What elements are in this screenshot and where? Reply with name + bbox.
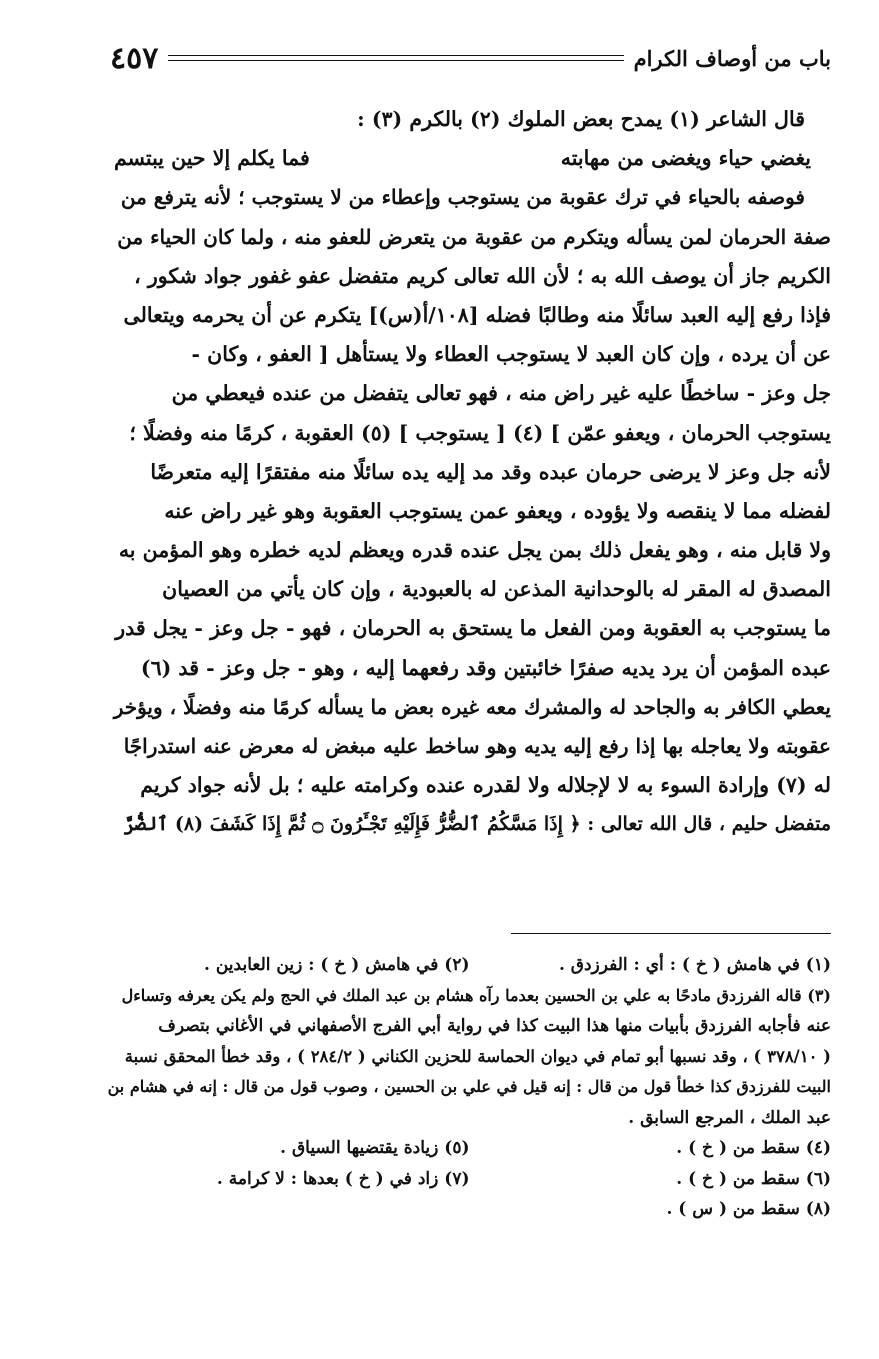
- body-line: لأنه جل وعز لا يرضى حرمان عبده وقد مد إليه يده سائلًا منه مفتقرًا إليه متعرضًا: [150, 459, 831, 484]
- poetry-verse: [108, 139, 831, 178]
- poet-intro-line: قال الشاعر (١) يمدح بعض الملوك (٢) بالكرم (٣) :: [357, 107, 805, 131]
- body-line: يستوجب الحرمان ، ويعفو عمّن ] (٤) [ يستوجب ] (٥) العقوبة ، كرمًا منه وفضلًا ؛: [129, 420, 831, 445]
- main-text: [108, 100, 831, 845]
- footnote-row: [108, 950, 831, 981]
- body-line: يعطي الكافر به والجاحد له والمشرك معه غيره بعض ما يسأله كرمًا منه وفضلًا ، ويؤخر: [113, 694, 831, 719]
- footnotes: [108, 950, 831, 1225]
- body-line: لفضله مما لا ينقصه ولا يؤوده ، ويعفو عمن يستوجب العقوبة وهو غير راض عنه: [164, 498, 831, 523]
- footnote-4: (٤) سقط من ( خ ) .: [676, 1138, 831, 1158]
- footnote-separator: [511, 933, 831, 934]
- footnote-8: (٨) سقط من ( س ) .: [666, 1199, 831, 1219]
- verse-first-hemistich: يغضي حياء ويغضى من مهابته: [560, 146, 811, 171]
- footnote-3-line: ( ٣٧٨/١٠ ) ، وقد نسبها أبو تمام في ديوان الحماسة للحزين الكناني ( ٢٨٤/٢ ) ، وقد خطأ المحقق نسبة: [124, 1046, 831, 1066]
- running-title: باب من أوصاف الكرام: [633, 45, 831, 71]
- footnote-3-line: عبد الملك ، المرجع السابق .: [628, 1107, 831, 1128]
- body-line: له (٧) وإرادة السوء به لا لإجلاله ولا لقدره عنده وكرامته عليه ؛ بل لأنه جواد كريم: [140, 773, 831, 798]
- verse-second-hemistich: فما يكلم إلا حين يبتسم: [114, 146, 310, 171]
- footnote-3-line: (٣) قاله الفرزدق مادحًا به علي بن الحسين بعدما رآه هشام بن عبد الملك في الحج ولم يكن يعرفه وتساءل: [121, 985, 831, 1005]
- body-line: ولا قابل منه ، وهو يفعل ذلك بمن يجل عنده قدره ويعظم لديه خطره وهو المؤمن به: [118, 538, 831, 563]
- body-line: عقوبته ولا يعاجله بها إذا رفع إليه يديه وهو ساخط عليه مبغض له معرض عنه استدراجًا: [123, 734, 831, 758]
- body-line: عن أن يرده ، وإن كان العبد لا يستوجب العطاء ولا يستأهل [ العفو ، وكان -: [191, 342, 831, 367]
- body-line: ما يستوجب به العقوبة ومن الفعل ما يستحق به الحرمان ، فهو - جل وعز - يجل قدر: [115, 616, 831, 641]
- footnote-7: (٧) زاد في ( خ ) بعدها : لا كرامة .: [216, 1168, 470, 1189]
- body-paragraph: [108, 178, 831, 844]
- body-line: جل وعز - ساخطًا عليه غير راض منه ، فهو تعالى يتفضل من عنده فيعطي من: [171, 381, 831, 406]
- body-line: متفضل حليم ، قال الله تعالى : ﴿ إِذَا مَسَّكُمُ ٱلضُّرُّ فَإِلَيْهِ تَجْـَٔرُونَ ۝ ثُمَّ إِذَا كَشَفَ (٨) ٱلضُّرَّ: [123, 813, 831, 836]
- body-line: فإذا رفع إليه العبد سائلًا منه وطالبًا فضله [١٠٨/أ(س)] يتكرم عن أن يحرمه ويتعالى: [123, 302, 831, 327]
- footnote-1: (١) في هامش ( خ ) : أي : الفرزدق .: [558, 955, 831, 975]
- page-number: ٤٥٧: [110, 40, 159, 76]
- body-line: فوصفه بالحياء في ترك عقوبة من يستوجب وإعطاء من لا يستوجب ؛ لأنه يترفع من: [120, 185, 805, 210]
- footnote-3-line: البيت للفرزدق كذا خطأ قول من قال : إنه قيل في علي بن الحسين ، وصوب قول من قال : إنه في هشام بن: [108, 1077, 831, 1096]
- footnote-2: (٢) في هامش ( خ ) : زين العابدين .: [204, 955, 470, 975]
- body-line: المصدق له المقر له بالوحدانية المذعن له بالعبودية ، وإن كان يأتي من العصيان: [162, 577, 831, 602]
- body-line: صفة الحرمان لمن يسأله ويتكرم من عقوبة من يتعرض للعفو منه ، ولما كان الحياء من: [117, 224, 831, 249]
- body-line: عبده المؤمن أن يرد يديه صفرًا خائبتين وقد رفعهما إليه ، وهو - جل وعز - قد (٦): [140, 655, 831, 680]
- running-header: [110, 38, 831, 78]
- footnote-row: [108, 1133, 831, 1164]
- footnote-3: [108, 981, 831, 1134]
- footnote-6: (٦) سقط من ( خ ) .: [676, 1168, 831, 1189]
- body-line: الكريم جاز أن يوصف الله به ؛ لأن الله تعالى كريم متفضل عفو غفور جواد شكور ،: [134, 263, 831, 288]
- footnote-5: (٥) زيادة يقتضيها السياق .: [280, 1138, 470, 1158]
- footnote-row: [108, 1164, 831, 1195]
- header-rule: [168, 55, 623, 61]
- footnote-3-line: عنه فأجابه الفرزدق بأبيات منها هذا البيت كذا في رواية أبي الفرج الأصفهاني في الأغاني بتصرف: [158, 1016, 831, 1036]
